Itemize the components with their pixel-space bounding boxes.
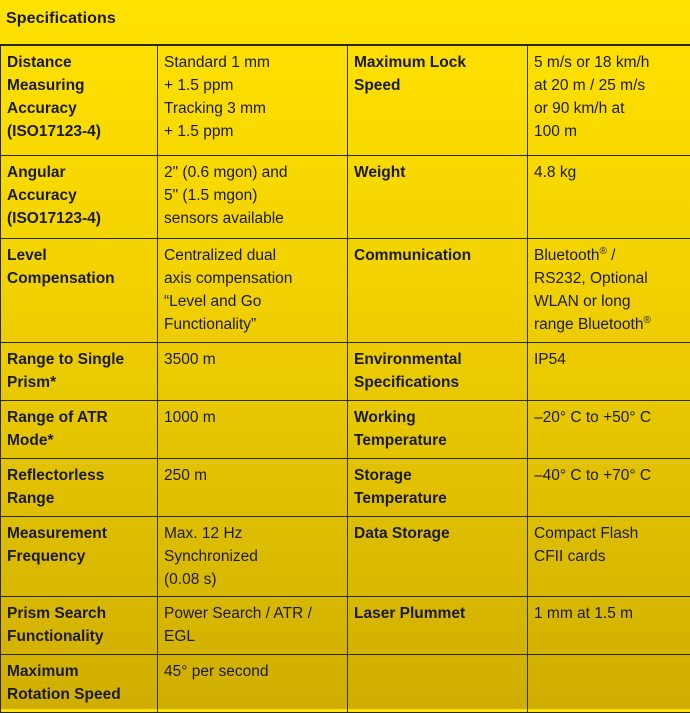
spec-line: 4.8 kg <box>534 161 686 184</box>
spec-label <box>348 400 528 458</box>
spec-line: Communication <box>354 244 523 267</box>
spec-value <box>158 342 348 400</box>
spec-line: + 1.5 ppm <box>164 74 343 97</box>
spec-row <box>1 238 690 342</box>
spec-row <box>1 45 690 155</box>
spec-row <box>1 516 690 596</box>
spec-label <box>348 238 528 342</box>
spec-line: EGL <box>164 625 343 648</box>
spec-value <box>158 400 348 458</box>
spec-line: 5 m/s or 18 km/h <box>534 51 686 74</box>
spec-line: Working <box>354 406 523 429</box>
spec-label <box>348 45 528 155</box>
spec-line: (ISO17123-4) <box>7 207 153 230</box>
spec-line: Max. 12 Hz <box>164 522 343 545</box>
spec-line: Level <box>7 244 153 267</box>
spec-line: Bluetooth® / <box>534 244 686 267</box>
spec-line: Compensation <box>7 267 153 290</box>
spec-line: “Level and Go <box>164 290 343 313</box>
spec-line: 100 m <box>534 120 686 143</box>
spec-label <box>1 155 158 238</box>
spec-value <box>528 654 690 712</box>
spec-line: 45° per second <box>164 660 343 683</box>
spec-line: 2" (0.6 mgon) and <box>164 161 343 184</box>
spec-label <box>1 238 158 342</box>
spec-table-body <box>1 45 690 712</box>
spec-line: Centralized dual <box>164 244 343 267</box>
spec-row <box>1 400 690 458</box>
page-title: Specifications <box>6 10 116 28</box>
spec-line: Reflectorless <box>7 464 153 487</box>
spec-line: Range of ATR <box>7 406 153 429</box>
spec-row <box>1 654 690 712</box>
spec-value <box>528 400 690 458</box>
spec-line: Frequency <box>7 545 153 568</box>
spec-line: Distance <box>7 51 153 74</box>
spec-value <box>528 596 690 654</box>
spec-line: Data Storage <box>354 522 523 545</box>
spec-line: Storage <box>354 464 523 487</box>
spec-line: + 1.5 ppm <box>164 120 343 143</box>
spec-line: Range <box>7 487 153 510</box>
spec-line: 1000 m <box>164 406 343 429</box>
spec-line: (ISO17123-4) <box>7 120 153 143</box>
spec-line: Functionality” <box>164 313 343 336</box>
spec-value <box>528 516 690 596</box>
spec-value <box>528 458 690 516</box>
spec-line: CFII cards <box>534 545 686 568</box>
spec-value <box>528 342 690 400</box>
spec-line: Prism Search <box>7 602 153 625</box>
spec-label <box>1 45 158 155</box>
spec-line: range Bluetooth® <box>534 313 686 336</box>
spec-line: Maximum Lock <box>354 51 523 74</box>
spec-line: Functionality <box>7 625 153 648</box>
spec-line: Tracking 3 mm <box>164 97 343 120</box>
spec-label <box>1 400 158 458</box>
spec-line: Synchronized <box>164 545 343 568</box>
spec-label <box>1 342 158 400</box>
spec-line: Maximum <box>7 660 153 683</box>
spec-line: IP54 <box>534 348 686 371</box>
spec-label <box>348 458 528 516</box>
spec-line: Measurement <box>7 522 153 545</box>
spec-line: Weight <box>354 161 523 184</box>
spec-value <box>158 155 348 238</box>
spec-value <box>158 654 348 712</box>
spec-line: Angular <box>7 161 153 184</box>
spec-label <box>348 516 528 596</box>
spec-line: axis compensation <box>164 267 343 290</box>
spec-row <box>1 596 690 654</box>
spec-label <box>348 596 528 654</box>
spec-value <box>528 45 690 155</box>
spec-label <box>1 516 158 596</box>
spec-line: RS232, Optional <box>534 267 686 290</box>
spec-table <box>0 44 690 713</box>
spec-value <box>158 458 348 516</box>
spec-line: Accuracy <box>7 97 153 120</box>
spec-line: Compact Flash <box>534 522 686 545</box>
spec-row <box>1 155 690 238</box>
spec-line: Rotation Speed <box>7 683 153 706</box>
spec-label <box>1 458 158 516</box>
spec-row <box>1 458 690 516</box>
spec-line: Environmental <box>354 348 523 371</box>
spec-label <box>348 654 528 712</box>
spec-line: 5" (1.5 mgon) <box>164 184 343 207</box>
spec-value <box>528 155 690 238</box>
spec-value <box>158 516 348 596</box>
spec-value <box>528 238 690 342</box>
spec-line: or 90 km/h at <box>534 97 686 120</box>
spec-label <box>348 342 528 400</box>
spec-line: sensors available <box>164 207 343 230</box>
spec-label <box>1 654 158 712</box>
spec-value <box>158 45 348 155</box>
spec-line: Temperature <box>354 429 523 452</box>
spec-label <box>1 596 158 654</box>
spec-line: WLAN or long <box>534 290 686 313</box>
spec-line: Specifications <box>354 371 523 394</box>
spec-line: Laser Plummet <box>354 602 523 625</box>
spec-line: 3500 m <box>164 348 343 371</box>
spec-line: Range to Single <box>7 348 153 371</box>
spec-line: (0.08 s) <box>164 568 343 591</box>
spec-line: 250 m <box>164 464 343 487</box>
spec-line: 1 mm at 1.5 m <box>534 602 686 625</box>
spec-line: Mode* <box>7 429 153 452</box>
spec-line: Accuracy <box>7 184 153 207</box>
spec-row <box>1 342 690 400</box>
spec-value <box>158 238 348 342</box>
spec-label <box>348 155 528 238</box>
spec-line: Measuring <box>7 74 153 97</box>
spec-line: Speed <box>354 74 523 97</box>
spec-line: –20° C to +50° C <box>534 406 686 429</box>
spec-line: Power Search / ATR / <box>164 602 343 625</box>
spec-line: Temperature <box>354 487 523 510</box>
spec-value <box>158 596 348 654</box>
spec-line: –40° C to +70° C <box>534 464 686 487</box>
spec-line: Prism* <box>7 371 153 394</box>
spec-line: Standard 1 mm <box>164 51 343 74</box>
spec-line: at 20 m / 25 m/s <box>534 74 686 97</box>
